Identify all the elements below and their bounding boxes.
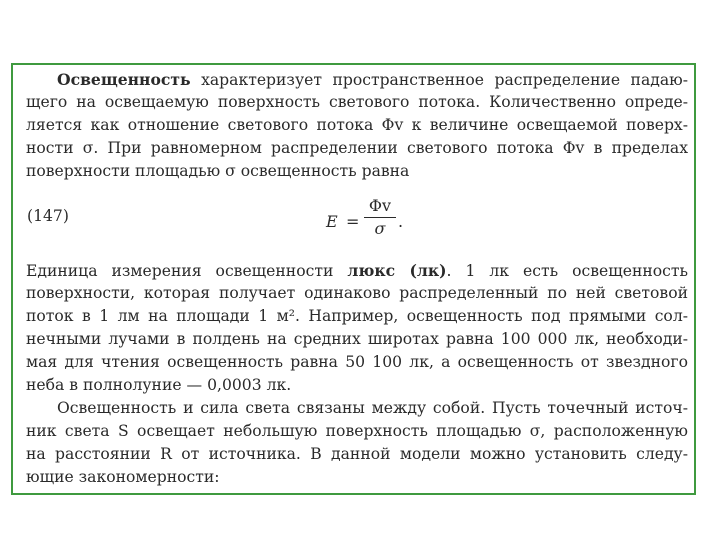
term-illuminance: Освещенность [57, 70, 191, 89]
paragraph1-line1 [57, 68, 688, 92]
text: . 1 лк есть освещенность [446, 262, 688, 280]
equation-number: (147) [27, 207, 69, 225]
paragraph1-line5: поверхности площадью σ освещенность равна [26, 162, 410, 180]
paragraph3-line4: ющие закономерности: [26, 468, 220, 486]
paragraph2-line3: поток в 1 лм на площади 1 м². Например, освещенность под прямыми сол- [26, 307, 688, 325]
paragraph3-line1: Освещенность и сила света связаны между собой. Пусть точечный источ- [57, 399, 688, 417]
paragraph2-line4: нечными лучами в полдень на средних широтах равна 100 000 лк, необходи- [26, 330, 688, 348]
equation-period: . [398, 212, 404, 231]
paragraph2-line5: мая для чтения освещенность равна 50 100 лк, а освещенность от звездного [26, 353, 688, 371]
equation-lhs: E [326, 212, 338, 231]
text: характеризует пространственное распределение падаю- [190, 71, 688, 89]
paragraph2-line2: поверхности, которая получает одинаково распределенный по ней световой [26, 284, 688, 302]
equation-denominator: σ [374, 219, 386, 238]
text: Единица измерения освещенности [26, 262, 348, 280]
paragraph1-line3: ляется как отношение светового потока Φv к величине освещаемой поверх- [26, 116, 688, 134]
paragraph2-line1 [26, 259, 688, 283]
paragraph3-line2: ник света S освещает небольшую поверхность площадью σ, расположенную [26, 422, 688, 440]
paragraph2-line6: неба в полнолуние — 0,0003 лк. [26, 376, 292, 394]
paragraph3-line3: на расстоянии R от источника. В данной модели можно установить следу- [26, 445, 688, 463]
term-lux: люкс (лк) [347, 261, 447, 280]
paragraph1-line4: ности σ. При равномерном распределении светового потока Φv в пределах [26, 139, 688, 157]
paragraph1-line2: щего на освещаемую поверхность светового потока. Количественно опреде- [26, 93, 688, 111]
equation-numerator: Φv [364, 196, 396, 218]
equation-equals: = [346, 212, 360, 231]
equation-fraction [364, 196, 396, 238]
